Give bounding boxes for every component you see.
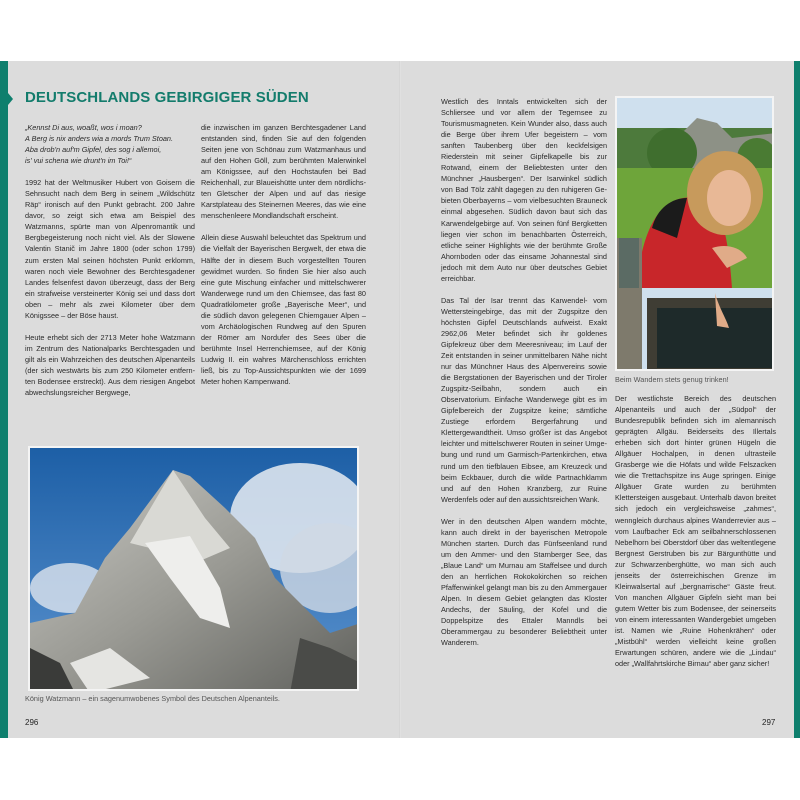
photo-caption: König Watzmann – ein sagenumwobenes Symbol des Deutschen Alpenanteils. [25, 694, 280, 703]
right-column-1 [441, 96, 607, 659]
photo-caption: Beim Wandern stets genug trinken! [615, 375, 729, 384]
quote-line: A Berg is nix anders wia a mords Trum Stoan. [25, 134, 174, 144]
book-spread [0, 61, 800, 738]
paragraph: Wer in den deutschen Alpen wandern möchte, kann auch direkt in der bayerischen Metropole München starten. Durch das Fünfseenland rund um den Ammer- und den Starnberger See, das „Blaue Land“ um Murnau am Staffelsee und durch den an herrlichen Rokokokirchen so reichen Pfaffenwinkel gelangt man bis zu den Ammergauer Alpen. In diesem Gebiet gelangten das Kloster Andechs, der Säuling, der Kofel und die Doppelspitze des Ettaler Manndls bei Oberammergau zu besonderer Beliebtheit unter Wanderern. [441, 516, 607, 648]
dialect-quote [25, 122, 195, 166]
left-edge-bar [0, 61, 8, 738]
left-column-1 [25, 122, 195, 409]
heading-marker-icon [8, 93, 13, 105]
paragraph: die inzwischen im ganzen Berchtesgadener Land entstanden sind, finden Sie auf den folgenden Seiten jene von Schönau zum Watzmanhaus und auf den Hohen Göll, zum berühmten Malerwinkel am Königssee, auf den Hochstaufen bei Bad Reichenhall, zur Blaueishütte unter dem nördlichsten Gletscher der Alpen und auf das riesige Karstplateau des Steinernen Meeres, das wie eine menschenleere Mondlandschaft erscheint. [201, 123, 366, 221]
hiker-photo [615, 96, 774, 371]
woman-at-fountain-image [617, 98, 774, 371]
paragraph: Der westlichste Bereich des deutschen Alpenanteils und auch der „Südpol“ der Bundesrepublik befinden sich im alemannisch geprägten Allgäu. Beiderseits des Illertals erheben sich dort hinter grünen Hügeln die Allgäuer Hochalpen, in denen ultrasteile Grasberge wie die Höfats und wilde Felszacken wie die Trettachspitze ins Auge springen. Einige Allgäuer Grate wurden zu berühmten Klettersteigen ausgebaut. Unterhalb davon breitet sich jedoch ein vergleichsweise „zahmes“, wenngleich durchaus alpines Wanderrevier aus – vom Laufbacher Eck am seilbahnerschlossenen Nebelhorn bei Oberstdorf über das weltentlegene Bergnest Gerstruben bis zur Bärgunthütte und zur Schwarzenberghütte, wo man sich auch jenseits der österreichischen Grenze im Kleinwalsertal auf „bergnarrische“ Gäste freut. Von manchen Allgäuer Gipfeln sieht man bei gutem Wetter bis zum Bodensee, der seinerseits von einem interessanten Wandergebiet umgeben ist. Namen wie „Ruine Hohenkrähen“ oder „Mistbühl“ werden vielleicht keine großen Erwartungen schüren, andere wie die „Lindau“ oder „Wallfahrtskirche Birnau“ aber ganz sicher! [615, 394, 776, 669]
chapter-heading: DEUTSCHLANDS GEBIRGIGER SÜDEN [25, 89, 309, 106]
page-gutter [399, 61, 401, 738]
quote-line: is' vui schena wie drunt'n im Toi!“ [25, 156, 132, 166]
quote-line: „Kennst Di aus, woaßt, wos i moan? [25, 123, 142, 132]
paragraph: Allein diese Auswahl beleuchtet das Spektrum und die Vielfalt der Bayerischen Bergwelt, der etwa die Hälfte der in diesem Buch vorgestellten Touren gewidmet wurden. So finden Sie hier also auch eine gute Mischung einfacher und mittelschwerer Wanderwege rund um den Chiemsee, das fast 80 Quadratkilometer große „Bayerische Meer“, und die südlich davon gelegenen Chiemgauer Alpen – vom Archäologischen Rundweg auf den Spuren der Römer am Nordufer des Sees über die berühmte Insel Herrenchiemsee, auf der König Ludwig II. ein wahres Märchenschloss errichten ließ, bis zu Top-Aussichtspunkten wie der 1699 Meter hohen Kampenwand. [201, 233, 366, 387]
paragraph: Heute erhebt sich der 2713 Meter hohe Watzmann im Zentrum des Nationalparks Berchtesgaden und gilt als ein Wahrzeichen des deutschen Alpenanteils (der sich westwärts bis zum 250 Kilometer entfernten Bodensee erstreckt). Aus dem riesigen Angebot abwechslungsreicher Bergwege, [25, 332, 195, 398]
mountain-image [30, 448, 359, 691]
right-edge-bar [794, 61, 800, 738]
paragraph: Westlich des Inntals entwickelten sich der Schliersee und vor allem der Tegernsee zu Tourismusmagneten. Kein Wunder also, dass auch die Berge über ihrem Ufer begeistern – vom sanften Taubenberg über den keckfelsigen Riederstein mit seiner Gipfelkapelle bis zur Rotwand, einem der Beliebtesten unter den Münchner „Hausbergen“. Der Isarwinkel südlich von Bad Tölz zählt dagegen zu den ruhigeren Gebieten Oberbayerns – vom vielbesuchten Brauneck einmal abgesehen. Südlich davon baut sich das Karwendelgebirge auf. Von seinen fünf Bergketten liegen vier schon im benachbarten Österreich, etliche seiner Highlights wie der berühmte Große Ahornboden oder das einsame Johannestal sind jedoch mit dem Auto nur über deutsches Gebiet erreichbar. [441, 97, 607, 283]
quote-line: Aba drob'n auf'm Gipfel, des sog i allemoi, [25, 145, 162, 155]
paragraph: Das Tal der Isar trennt das Karwendel- vom Wettersteingebirge, das mit der Zugspitze den höchsten Gipfel Deutschlands aufweist. Exakt 2962,06 Meter befindet sich ihr goldenes Gipfekreuz über dem Meeresniveau; im Lauf der Zeit entstanden in seiner unmittelbaren Nähe nicht nur das Münchner Haus des Alpenvereins sowie die Bergstationen der Bayerischen und der Tiroler Zugspitz-Seilbahn, sondern auch ein Observatorium. Einfache Wanderwege gibt es im Gipfelbereich der Zugspitze keine; sämtliche Zustiege erfordern Bergerfahrung und Klettergewandtheit. Umso größer ist das Angebot leichter und mittelschwerer Routen in seiner Umgebung und rund um Garmisch-Partenkirchen, etwa rund um den tiefblauen Eibsee, am Kreuzeck und beim Eckbauer, durch die wilde Partnachklamm und auf den Hohen Kranzberg, zur Ruine Werdenfels oder auf den aussichtsreichen Wank. [441, 295, 607, 504]
paragraph: 1992 hat der Weltmusiker Hubert von Goisern die Sehnsucht nach dem Berg in seinem „Wildschütz Räp“ ironisch auf den Punkt gebracht. 200 Jahre davor, so zeigt sich etwa am Beispiel des Watzmanns, spürte man von Alpenromantik und Bergbegeisterung noch nicht viel. Als der Slowene Valentin Stanič im Jahre 1800 (oder schon 1799) zum ersten Mal seinen höchsten Punkt erklomm, waren noch viele Bewohner des Berchtesgadener Landes felsenfest davon überzeugt, dass der Berg ein strafweise versteinerter König sei und dass dort oben – mehr als zwei Kilometer über dem Königssee – der Böse haust. [25, 178, 195, 320]
left-column-2 [201, 122, 366, 398]
watzmann-photo [28, 446, 359, 691]
page-number-left: 296 [25, 718, 39, 727]
right-column-2 [615, 393, 776, 680]
page-number-right: 297 [762, 718, 776, 727]
